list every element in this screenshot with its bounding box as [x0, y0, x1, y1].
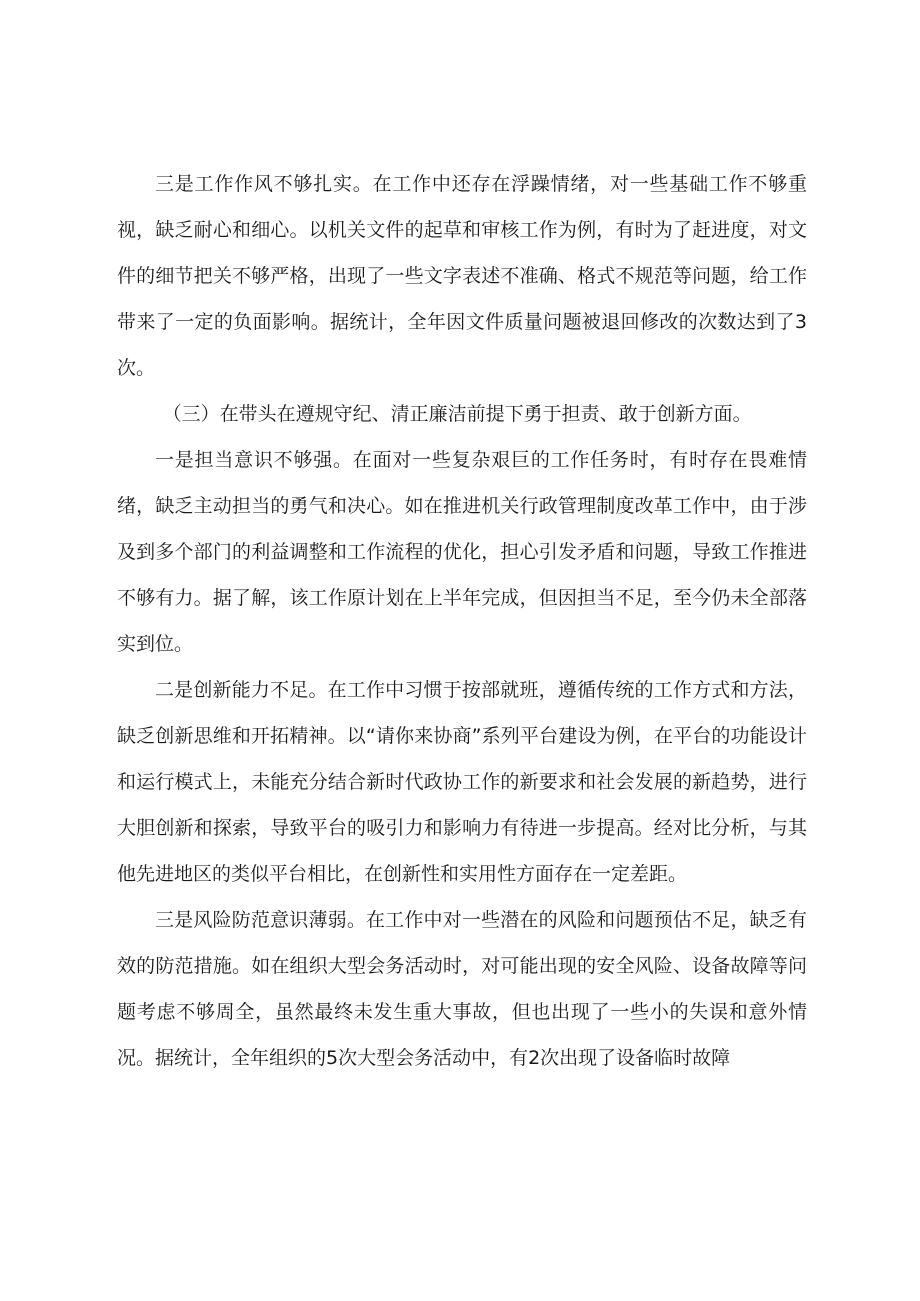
paragraph-responsibility: 一是担当意识不够强。在面对一些复杂艰巨的工作任务时，有时存在畏难情绪，缺乏主动担当的勇气和决心。如在推进机关行政管理制度改革工作中，由于涉及到多个部门的利益调整和工作流程的优化，担心引发矛盾和问题，导致工作推进不够有力。据了解，该工作原计划在上半年完成，但因担当不足，至今仍未全部落实到位。 — [117, 449, 807, 655]
paragraph-work-style: 三是工作作风不够扎实。在工作中还存在浮躁情绪，对一些基础工作不够重视，缺乏耐心和细心。以机关文件的起草和审核工作为例，有时为了赶进度，对文件的细节把关不够严格，出现了一些文字表述不准确、格式不规范等问题，给工作带来了一定的负面影响。据统计，全年因文件质量问题被退回修改的次数达到了3次。 — [117, 173, 807, 379]
document-body — [117, 161, 807, 1081]
paragraph-innovation: 二是创新能力不足。在工作中习惯于按部就班，遵循传统的工作方式和方法，缺乏创新思维和开拓精神。以“请你来协商”系列平台建设为例，在平台的功能设计和运行模式上，未能充分结合新时代政协工作的新要求和社会发展的新趋势，进行大胆创新和探索，导致平台的吸引力和影响力有待进一步提高。经对比分析，与其他先进地区的类似平台相比，在创新性和实用性方面存在一定差距。 — [117, 679, 807, 885]
section-heading-three: （三）在带头在遵规守纪、清正廉洁前提下勇于担责、敢于创新方面。 — [162, 403, 752, 425]
paragraph-risk-prevention: 三是风险防范意识薄弱。在工作中对一些潜在的风险和问题预估不足，缺乏有效的防范措施。如在组织大型会务活动时，对可能出现的安全风险、设备故障等问题考虑不够周全，虽然最终未发生重大事故，但也出现了一些小的失误和意外情况。据统计，全年组织的5次大型会务活动中，有2次出现了设备临时故障 — [117, 909, 807, 1069]
